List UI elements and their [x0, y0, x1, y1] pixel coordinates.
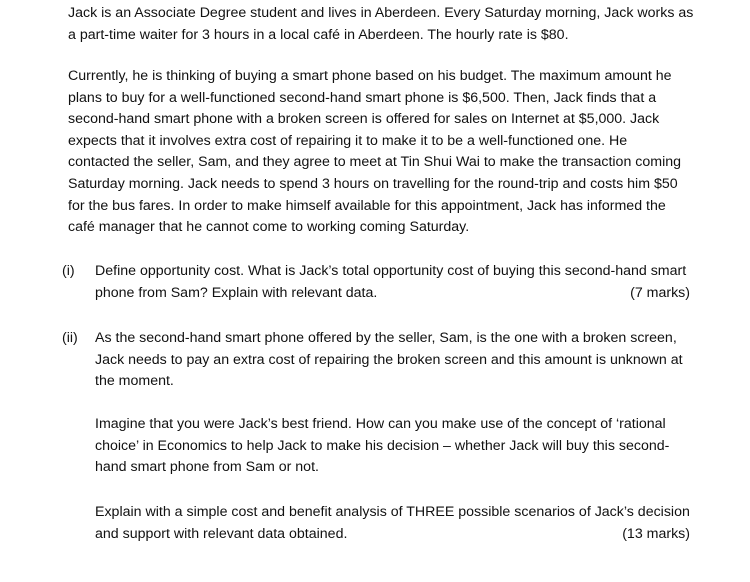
question-text: Imagine that you were Jack’s best friend. How can you make use of the concept of ‘rational — [95, 416, 666, 432]
scenario-line: Saturday morning. Jack needs to spend 3 hours on travelling for the round-trip and costs him $50 — [68, 175, 678, 192]
marks-label: (7 marks) — [630, 284, 690, 301]
question-ii-analysis — [95, 502, 702, 545]
intro-line: Jack is an Associate Degree student and lives in Aberdeen. Every Saturday morning, Jack works as — [68, 5, 694, 21]
scenario-line: café manager that he cannot come to working coming Saturday. — [68, 219, 470, 236]
question-text: Explain with a simple cost and benefit analysis of THREE possible scenarios of Jack’s decision — [95, 504, 690, 520]
question-ii — [62, 328, 702, 393]
scenario-line: contacted the seller, Sam, and they agree to meet at Tin Shui Wai to make the transaction coming — [68, 154, 682, 171]
question-i — [62, 261, 702, 304]
scenario-line: for the bus fares. In order to make himself available for this appointment, Jack has informed the — [68, 197, 666, 214]
question-ii-rational-choice — [95, 414, 702, 479]
question-text: Jack needs to pay an extra cost of repairing the broken screen and this amount is unknown at — [95, 351, 683, 368]
question-text: phone from Sam? Explain with relevant data. — [95, 284, 378, 301]
question-text: Define opportunity cost. What is Jack’s total opportunity cost of buying this second-hand smart — [95, 263, 687, 279]
scenario-line: Currently, he is thinking of buying a smart phone based on his budget. The maximum amount he — [68, 68, 672, 84]
scenario-line: expects that it involves extra cost of repairing it to make it to be a well-functioned one. He — [68, 132, 628, 149]
scenario-paragraph — [68, 66, 702, 239]
question-text: the moment. — [95, 373, 174, 390]
scenario-line: plans to buy for a well-functioned second-hand smart phone is $6,500. Then, Jack finds that a — [68, 89, 657, 106]
question-number: (i) — [62, 263, 75, 279]
question-text: As the second-hand smart phone offered by the seller, Sam, is the one with a broken screen, — [95, 330, 677, 346]
question-text: hand smart phone from Sam or not. — [95, 459, 319, 476]
question-text: choice’ in Economics to help Jack to make his decision – whether Jack will buy this second- — [95, 437, 670, 454]
intro-line: a part-time waiter for 3 hours in a local café in Aberdeen. The hourly rate is $80. — [68, 26, 569, 43]
question-number: (ii) — [62, 330, 78, 346]
marks-label: (13 marks) — [622, 525, 690, 542]
question-text: and support with relevant data obtained. — [95, 525, 348, 542]
intro-paragraph — [68, 3, 702, 46]
scenario-line: second-hand smart phone with a broken screen is offered for sales on Internet at $5,000. Jack — [68, 111, 660, 128]
